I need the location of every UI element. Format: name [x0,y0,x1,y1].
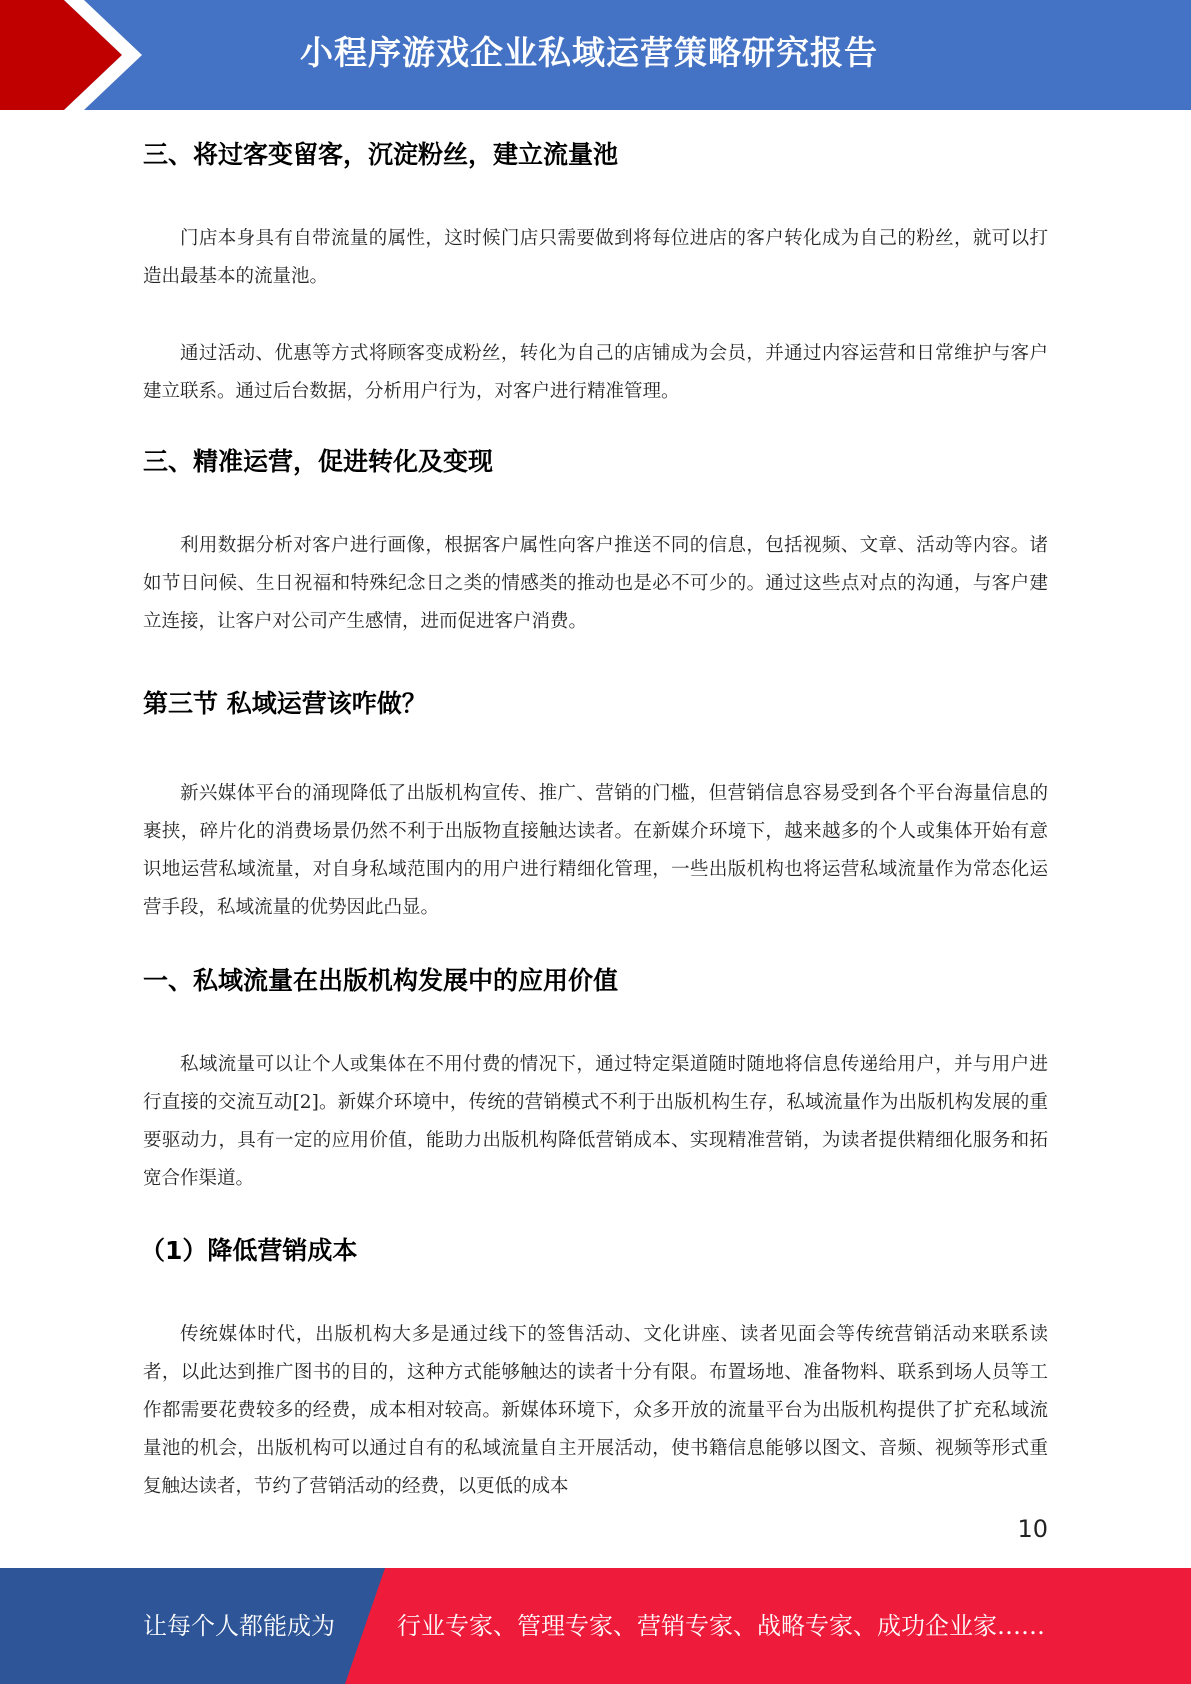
footer-slogan-left: 让每个人都能成为 [143,1612,335,1640]
paragraph: 私域流量可以让个人或集体在不用付费的情况下，通过特定渠道随时随地将信息传递给用户，并与用户进行直接的交流互动[2]。新媒介环境中，传统的营销模式不利于出版机构生存，私域流量作为出版机构发展的重要驱动力，具有一定的应用价值，能助力出版机构降低营销成本、实现精准营销，为读者提供精细化服务和拓宽合作渠道。 [143,1054,1048,1189]
section-heading: 三、将过客变留客，沉淀粉丝，建立流量池 [143,140,619,169]
section-heading: 三、精准运营，促进转化及变现 [143,447,494,476]
page-footer [0,1568,1191,1684]
page-number: 10 [1017,1515,1048,1543]
page-body [140,110,1048,1506]
section-heading: 一、私域流量在出版机构发展中的应用价值 [143,966,619,995]
footer-slogan-right: 行业专家、管理专家、营销专家、战略专家、成功企业家…… [397,1612,1045,1640]
section-heading: 第三节 私域运营该咋做？ [143,689,427,718]
paragraph: 传统媒体时代，出版机构大多是通过线下的签售活动、文化讲座、读者见面会等传统营销活动来联系读者，以此达到推广图书的目的，这种方式能够触达的读者十分有限。布置场地、准备物料、联系到场人员等工作都需要花费较多的经费，成本相对较高。新媒体环境下，众多开放的流量平台为出版机构提供了扩充私域流量池的机会，出版机构可以通过自有的私域流量自主开展活动，使书籍信息能够以图文、音频、视频等形式重复触达读者，节约了营销活动的经费，以更低的成本 [143,1324,1048,1497]
paragraph: 新兴媒体平台的涌现降低了出版机构宣传、推广、营销的门槛，但营销信息容易受到各个平台海量信息的裹挟，碎片化的消费场景仍然不利于出版物直接触达读者。在新媒介环境下，越来越多的个人或集体开始有意识地运营私域流量，对自身私域范围内的用户进行精细化管理，一些出版机构也将运营私域流量作为常态化运营手段，私域流量的优势因此凸显。 [143,783,1048,918]
paragraph: 门店本身具有自带流量的属性，这时候门店只需要做到将每位进店的客户转化成为自己的粉丝，就可以打造出最基本的流量池。 [143,228,1048,287]
subsection-heading: （1）降低营销成本 [140,1236,358,1265]
paragraph: 通过活动、优惠等方式将顾客变成粉丝，转化为自己的店铺成为会员，并通过内容运营和日常维护与客户建立联系。通过后台数据，分析用户行为，对客户进行精准管理。 [143,343,1048,402]
paragraph: 利用数据分析对客户进行画像，根据客户属性向客户推送不同的信息，包括视频、文章、活动等内容。诸如节日问候、生日祝福和特殊纪念日之类的情感类的推动也是必不可少的。通过这些点对点的沟通，与客户建立连接，让客户对公司产生感情，进而促进客户消费。 [143,535,1048,632]
red-chevron-graphic [0,0,160,110]
report-title: 小程序游戏企业私域运营策略研究报告 [300,33,878,72]
page-header [0,0,1191,110]
